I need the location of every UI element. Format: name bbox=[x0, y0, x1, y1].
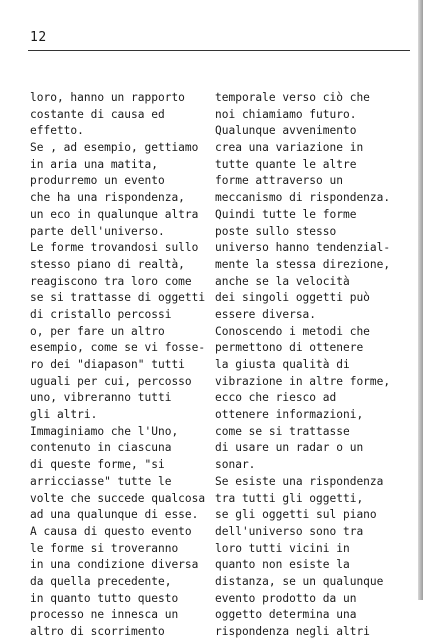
text-line: loro, hanno un rapporto bbox=[30, 91, 185, 104]
text-line: se gli oggetti sul piano bbox=[215, 508, 377, 522]
text-line: reagiscono tra loro come bbox=[30, 274, 192, 288]
text-line: A causa di questo evento bbox=[30, 524, 192, 538]
text-line: costante di causa ed bbox=[30, 107, 165, 121]
text-line: anche se la velocità bbox=[215, 274, 350, 288]
text-line: uno, vibreranno tutti bbox=[30, 391, 172, 405]
text-line: poste sullo stesso bbox=[215, 224, 337, 238]
text-line: essere diversa. bbox=[215, 307, 317, 321]
page-number: 12 bbox=[30, 30, 47, 45]
text-line: meccanismo di rispondenza. bbox=[215, 191, 391, 205]
text-line: loro tutti vicini in bbox=[215, 541, 350, 555]
text-line: di queste forme, "si bbox=[30, 458, 165, 472]
text-line: di usare un radar o un bbox=[215, 441, 364, 455]
text-line: la giusta qualità di bbox=[215, 358, 350, 371]
text-line: un eco in qualunque altra bbox=[30, 207, 199, 221]
text-line: volte che succede qualcosa bbox=[30, 491, 206, 505]
text-line: crea una variazione in bbox=[215, 141, 364, 155]
text-line: in quanto tutto questo bbox=[30, 591, 179, 605]
text-line: ad una qualunque di esse. bbox=[30, 508, 199, 522]
text-line: arricciasse" tutte le bbox=[30, 474, 172, 488]
text-line: Immaginiamo che l'Uno, bbox=[30, 424, 179, 438]
text-line: ottenere informazioni, bbox=[215, 408, 364, 422]
text-line: Qualunque avvenimento bbox=[215, 124, 357, 138]
text-line: di cristallo percossi bbox=[30, 307, 172, 321]
text-line: parte dell'universo. bbox=[30, 224, 165, 238]
text-line: contenuto in ciascuna bbox=[30, 441, 172, 455]
text-line: gli altri. bbox=[30, 408, 98, 422]
text-line: Le forme trovandosi sullo bbox=[30, 241, 199, 255]
text-line: rispondenza negli altri bbox=[215, 625, 370, 638]
text-line: effetto. bbox=[30, 124, 84, 138]
text-line: quanto non esiste la bbox=[215, 558, 350, 572]
right-text-column bbox=[215, 90, 405, 641]
text-line: se si trattasse di oggetti bbox=[30, 291, 206, 305]
text-line: mente la stessa direzione, bbox=[215, 257, 391, 271]
text-line: forme attraverso un bbox=[215, 174, 343, 188]
text-line: Se , ad esempio, gettiamo bbox=[30, 141, 199, 155]
text-line: dei singoli oggetti può bbox=[215, 291, 370, 305]
text-line: evento prodotto da un bbox=[215, 591, 357, 605]
text-line: sonar. bbox=[215, 458, 256, 472]
text-line: distanza, se un qualunque bbox=[215, 574, 384, 588]
text-line: permettono di ottenere bbox=[215, 341, 364, 355]
text-line: noi chiamiamo futuro. bbox=[215, 107, 357, 121]
text-line: da quella precedente, bbox=[30, 574, 172, 588]
text-line: altro di scorrimento bbox=[30, 625, 165, 638]
text-line: Conoscendo i metodi che bbox=[215, 324, 370, 338]
text-line: vibrazione in altre forme, bbox=[215, 374, 391, 388]
text-line: esempio, come se vi fosse- bbox=[30, 341, 206, 355]
header-rule bbox=[28, 50, 410, 51]
text-line: tutte quante le altre bbox=[215, 157, 357, 171]
text-line: che ha una rispondenza, bbox=[30, 191, 185, 205]
text-line: processo ne innesca un bbox=[30, 608, 179, 622]
text-line: universo hanno tendenzial- bbox=[215, 241, 391, 255]
left-text-column bbox=[30, 90, 210, 641]
text-line: ecco che riesco ad bbox=[215, 391, 337, 405]
text-line: temporale verso ciò che bbox=[215, 91, 370, 104]
text-line: come se si trattasse bbox=[215, 424, 350, 438]
text-line: Se esiste una rispondenza bbox=[215, 474, 384, 488]
text-line: dell'universo sono tra bbox=[215, 524, 364, 538]
text-line: oggetto determina una bbox=[215, 608, 357, 622]
text-line: in aria una matita, bbox=[30, 157, 158, 171]
page-edge-shadow bbox=[418, 0, 423, 600]
text-line: Quindi tutte le forme bbox=[215, 207, 357, 221]
text-line: o, per fare un altro bbox=[30, 324, 165, 338]
text-line: ro dei "diapason" tutti bbox=[30, 358, 185, 371]
text-line: uguali per cui, percosso bbox=[30, 374, 192, 388]
text-line: le forme si troveranno bbox=[30, 541, 179, 555]
text-line: stesso piano di realtà, bbox=[30, 257, 185, 271]
text-line: produrremo un evento bbox=[30, 174, 165, 188]
text-line: in una condizione diversa bbox=[30, 558, 199, 572]
text-line: tra tutti gli oggetti, bbox=[215, 491, 364, 505]
